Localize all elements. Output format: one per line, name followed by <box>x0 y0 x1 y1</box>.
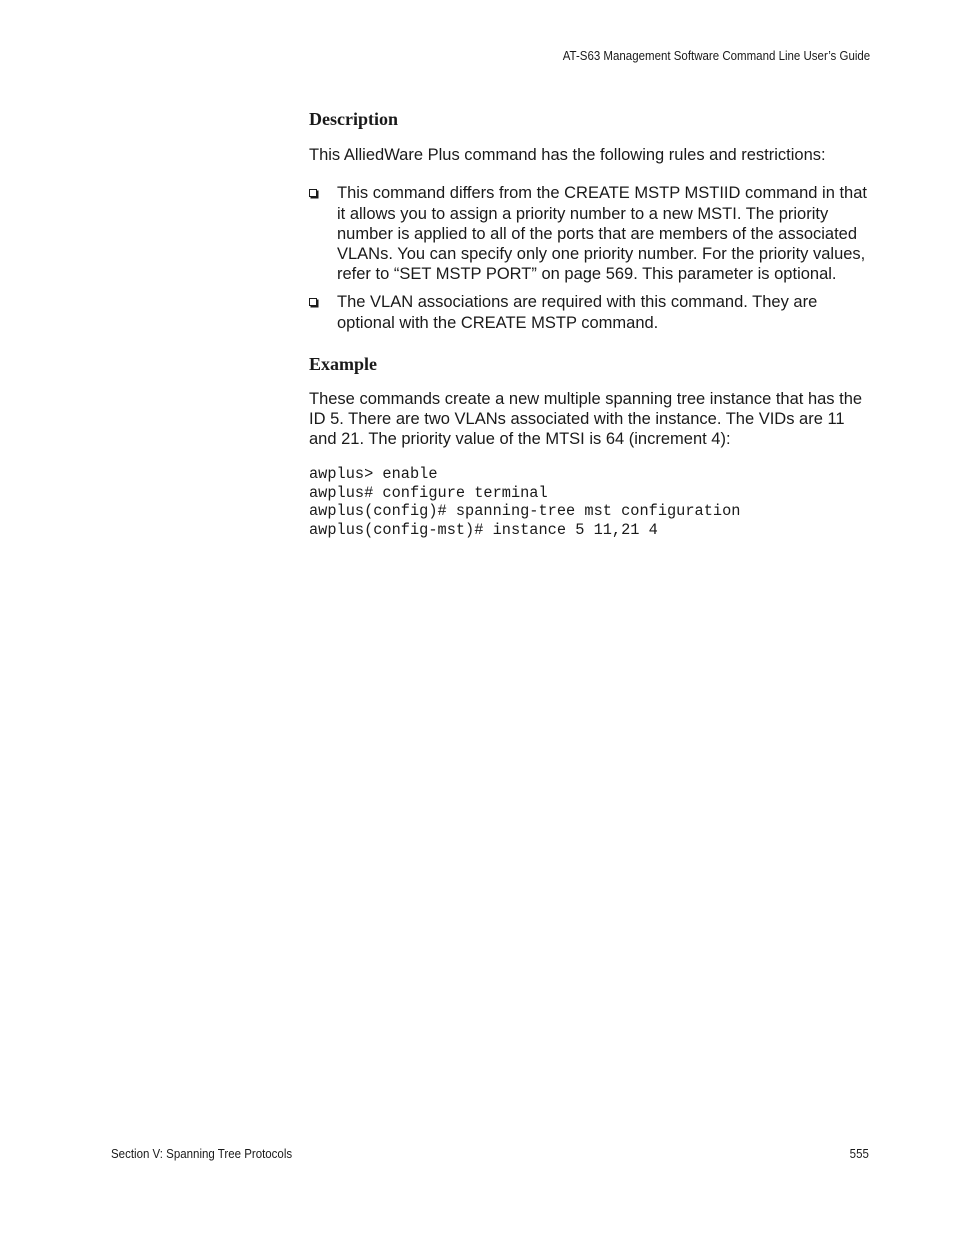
page-content <box>309 107 871 540</box>
code-line: awplus# configure terminal <box>309 483 548 502</box>
list-item-text: This command differs from the CREATE MSTP MSTIID command in that it allows you to assign a priority number to a new MSTI. The priority number is applied to all of the ports that are members of the associated VLANs. You can specify only one priority number. For the priority values, refer to “SET MSTP PORT” on page 569. This parameter is optional. <box>337 184 867 284</box>
list-item <box>309 292 871 333</box>
code-line: awplus(config)# spanning-tree mst configuration <box>309 502 741 521</box>
code-line: awplus(config-mst)# instance 5 11,21 4 <box>309 521 658 540</box>
running-header: AT-S63 Management Software Command Line User’s Guide <box>562 49 870 63</box>
footer-section-title: Section V: Spanning Tree Protocols <box>111 1147 293 1161</box>
description-heading: Description <box>309 109 398 129</box>
checkbox-bullet-icon <box>309 298 317 306</box>
checkbox-bullet-icon <box>309 189 317 197</box>
example-heading: Example <box>309 353 378 374</box>
description-intro: This AlliedWare Plus command has the following rules and restrictions: <box>309 146 826 164</box>
code-block <box>309 465 871 540</box>
rules-list <box>309 183 871 333</box>
list-item-text: The VLAN associations are required with this command. They are optional with the CREATE MSTP command. <box>337 293 818 332</box>
example-intro: These commands create a new multiple spanning tree instance that has the ID 5. There are two VLANs associated with the instance. The VIDs are 11 and 21. The priority value of the MTSI is 64 (increment 4): <box>309 389 863 449</box>
code-line: awplus> enable <box>309 464 438 483</box>
list-item <box>309 183 871 284</box>
page-number: 555 <box>849 1147 869 1161</box>
